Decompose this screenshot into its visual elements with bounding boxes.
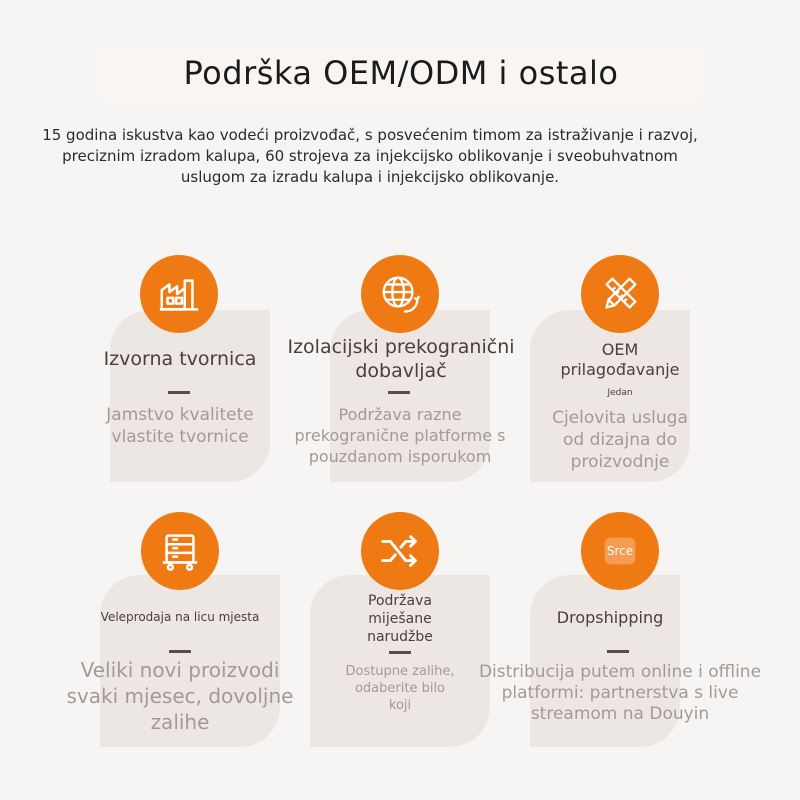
divider bbox=[168, 391, 190, 394]
badge-text: Srce bbox=[606, 544, 634, 558]
divider bbox=[389, 651, 411, 654]
feature-label: Podržava miješane narudžbe bbox=[367, 593, 433, 645]
divider bbox=[169, 650, 191, 653]
globe-exchange-icon bbox=[361, 255, 439, 333]
cabinet-cart-icon bbox=[141, 512, 219, 590]
feature-label: OEM prilagođavanje bbox=[560, 340, 680, 379]
divider bbox=[607, 650, 629, 653]
intro-text: 15 godina iskustva kao vodeći proizvođač, s posvećenim timom za istraživanje i razvoj, preciznim izradom kalupa, 60 strojeva za injekcijsko oblikovanje i sveobuhvatnom uslugom za izradu kalupa i injekcijsko oblikovanje. bbox=[42, 126, 698, 186]
feature-label: Izvorna tvornica bbox=[103, 348, 257, 370]
feature-desc: Veliki novi proizvodi svaki mjesec, dovoljne zalihe bbox=[66, 658, 294, 734]
feature-label: Dropshipping bbox=[556, 608, 664, 627]
feature-label: Veleprodaja na licu mjesta bbox=[100, 610, 260, 624]
feature-desc: Podržava razne prekogranične platforme s pouzdanom isporukom bbox=[294, 405, 506, 466]
feature-sublabel: Jedan bbox=[607, 388, 633, 398]
feature-desc: Cjelovita usluga od dizajna do proizvodnje bbox=[552, 408, 688, 472]
feature-label: Izolacijski prekogranični dobavljač bbox=[287, 336, 515, 382]
factory-icon bbox=[140, 255, 218, 333]
page-title: Podrška OEM/ODM i ostalo bbox=[95, 44, 707, 102]
feature-desc: Distribucija putem online i offline platformi: partnerstva s live streamom na Douyin bbox=[478, 662, 762, 724]
feature-desc: Dostupne zalihe, odaberite bilo koji bbox=[345, 664, 455, 713]
shuffle-icon bbox=[361, 512, 439, 590]
pencil-ruler-icon bbox=[581, 255, 659, 333]
card-source-factory bbox=[110, 310, 270, 482]
feature-desc: Jamstvo kvalitete vlastite tvornice bbox=[106, 405, 254, 447]
divider bbox=[388, 391, 410, 394]
source-badge-icon bbox=[581, 512, 659, 590]
